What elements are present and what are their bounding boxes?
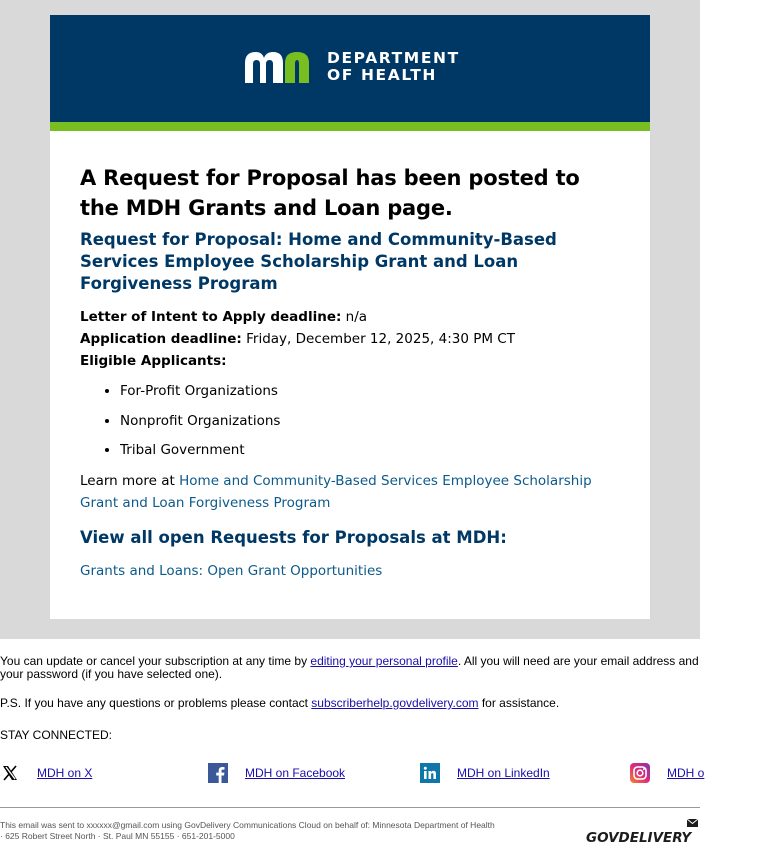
main-heading: A Request for Proposal has been posted to the MDH Grants and Loan page. — [80, 166, 580, 220]
app-label: Application deadline: — [80, 331, 242, 347]
learn-more-link[interactable]: Home and Community-Based Services Employee Scholarship Grant and Loan Forgiveness Program — [80, 473, 592, 511]
applicants-list — [80, 381, 620, 460]
instagram-icon[interactable] — [630, 763, 650, 783]
app-value: Friday, December 12, 2025, 4:30 PM CT — [241, 331, 515, 347]
green-accent-bar — [50, 122, 650, 131]
logo-text — [327, 50, 460, 84]
govdelivery-logo[interactable] — [585, 817, 700, 849]
loi-value: n/a — [341, 309, 368, 325]
ps-prefix: P.S. If you have any questions or problems please contact — [0, 696, 312, 710]
header-banner — [50, 15, 650, 122]
grants-link[interactable]: Grants and Loans: Open Grant Opportunities — [80, 563, 383, 579]
fine-print — [0, 820, 590, 842]
update-prefix: You can update or cancel your subscription at any time by — [0, 654, 311, 668]
eligible-label: Eligible Applicants: — [80, 353, 227, 369]
email-content — [80, 163, 620, 582]
social-x-link[interactable]: MDH on X — [37, 766, 93, 780]
linkedin-icon[interactable] — [420, 763, 440, 783]
social-linkedin[interactable] — [420, 763, 550, 783]
deadline-fields — [80, 306, 620, 372]
edit-profile-link[interactable]: editing your personal profile — [310, 654, 458, 668]
view-all-heading: View all open Requests for Proposals at MDH: — [80, 528, 507, 547]
subscriber-help-link[interactable]: subscriberhelp.govdelivery.com — [311, 696, 479, 710]
social-instagram-link[interactable]: MDH o — [667, 766, 705, 780]
social-x[interactable] — [0, 763, 92, 783]
list-item: • For-Profit Organizations — [120, 381, 620, 401]
logo-line-1: DEPARTMENT — [327, 49, 460, 67]
ps-suffix: for assistance. — [478, 696, 560, 710]
list-item: • Tribal Government — [120, 440, 620, 460]
ps-text — [0, 697, 700, 710]
fine-line-2: · 625 Robert Street North · St. Paul MN 55155 · 651-201-5000 — [0, 831, 235, 841]
update-suffix: . All you will need are your email address and your password (if you have selected one). — [0, 654, 699, 681]
x-icon[interactable] — [0, 763, 20, 783]
fine-line-1: This email was sent to xxxxxx@gmail.com using GovDelivery Communications Cloud on behalf of: Minnesota Department of Health — [0, 820, 495, 830]
social-facebook[interactable] — [208, 763, 345, 783]
social-facebook-link[interactable]: MDH on Facebook — [245, 766, 346, 780]
mn-logo-icon — [243, 50, 317, 84]
stay-connected-label: STAY CONNECTED: — [0, 728, 113, 742]
social-links — [0, 763, 760, 783]
learn-prefix: Learn more at — [80, 473, 180, 489]
eligible-applicants-label — [80, 350, 620, 372]
logo-line-2: OF HEALTH — [327, 66, 437, 84]
loi-deadline — [80, 306, 620, 328]
social-instagram[interactable] — [630, 763, 704, 783]
subscription-text — [0, 655, 700, 681]
footer-divider — [0, 807, 700, 808]
application-deadline — [80, 328, 620, 350]
email-card — [50, 15, 650, 619]
list-item: • Nonprofit Organizations — [120, 411, 620, 431]
social-linkedin-link[interactable]: MDH on LinkedIn — [457, 766, 550, 780]
loi-label: Letter of Intent to Apply deadline: — [80, 309, 342, 325]
facebook-icon[interactable] — [208, 763, 228, 783]
learn-more — [80, 470, 620, 514]
govdelivery-wordmark: GOVDELIVERY — [586, 830, 692, 846]
mdh-logo — [243, 50, 460, 84]
rfp-title: Request for Proposal: Home and Community-Based Services Employee Scholarship Grant and Loan Forgiveness Program — [80, 230, 557, 293]
